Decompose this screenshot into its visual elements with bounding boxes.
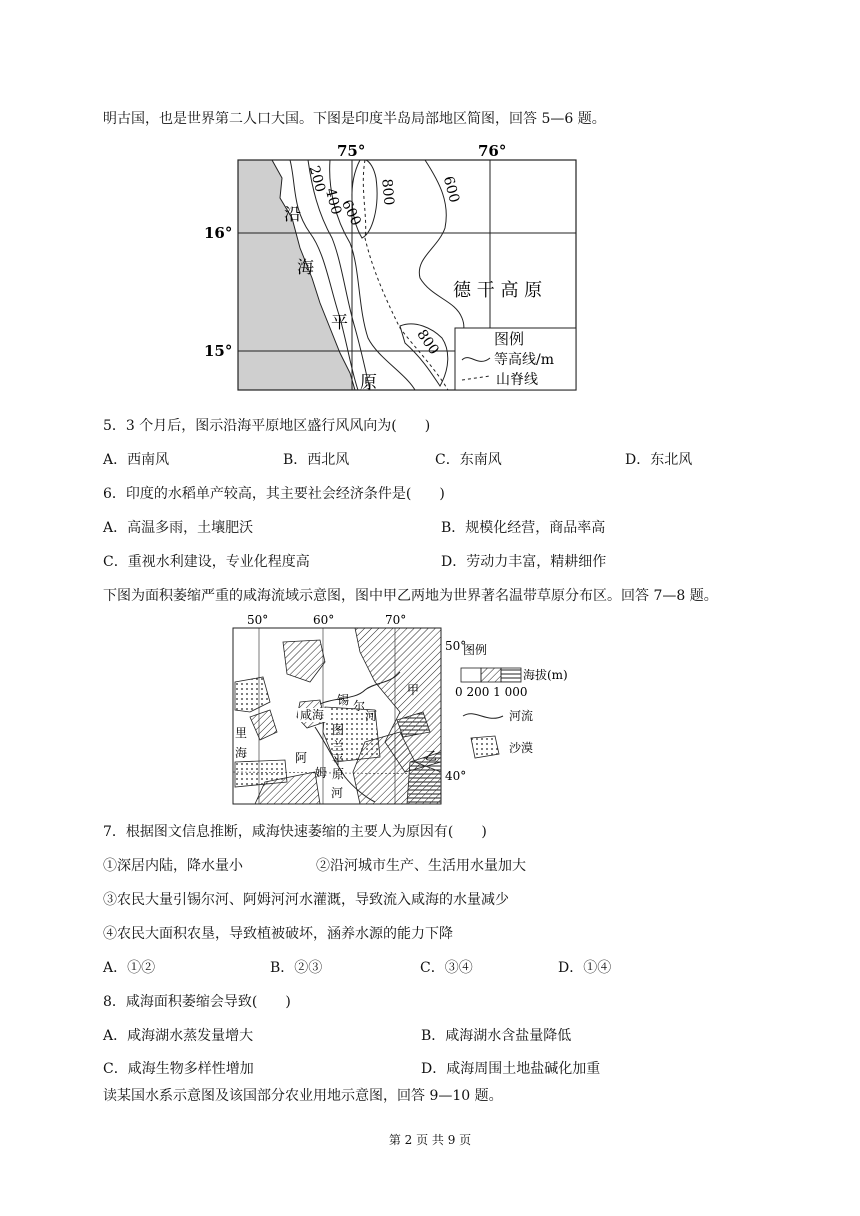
q8-option-b[interactable]: B．咸海湖水含盐量降低 (421, 1028, 572, 1044)
q7-option-d[interactable]: D．①④ (558, 960, 612, 976)
q7-statement-2: ②沿河城市生产、生活用水量加大 (316, 858, 526, 874)
plateau-label: 德 干 高 原 (453, 280, 543, 301)
contour-label-800: 800 (378, 178, 397, 207)
caspian-char-2: 海 (235, 746, 248, 760)
caspian-char-1: 里 (235, 726, 248, 740)
q5-stem: 5．3 个月后，图示沿海平原地区盛行风风向为( ) (103, 418, 431, 434)
legend-title: 图例 (494, 330, 525, 348)
q8-option-c[interactable]: C．咸海生物多样性增加 (103, 1061, 254, 1077)
intro2-text: 下图为面积萎缩严重的咸海流域示意图，图中甲乙两地为世界著名温带草原分布区。回答 7—8 题。 (103, 588, 718, 604)
lat-label-16: 16° (204, 224, 233, 242)
lat-label-50: 50° (445, 639, 467, 653)
q5-option-b[interactable]: B．西北风 (283, 452, 350, 468)
q7-stem: 7．根据图文信息推断，咸海快速萎缩的主要人为原因有( ) (103, 824, 487, 840)
q5-option-a[interactable]: A．西南风 (103, 452, 170, 468)
legend-ridge-label: 山脊线 (496, 372, 538, 388)
q7-statement-4: ④农民大面积农垦，导致植被破坏，涵养水源的能力下降 (103, 926, 453, 942)
turan-char-3: 平 (332, 753, 345, 767)
contour-label-600: 600 (338, 197, 364, 229)
plain-char-2: 海 (297, 258, 314, 278)
lat-label-40: 40° (445, 769, 467, 783)
q6-option-a[interactable]: A．高温多雨，土壤肥沃 (103, 520, 254, 536)
india-peninsula-map (200, 138, 590, 400)
q6-option-b[interactable]: B．规模化经营，商品率高 (441, 520, 606, 536)
lon-label-75: 75° (337, 142, 366, 160)
ridge-line (363, 160, 448, 390)
lon-label-50: 50° (247, 613, 269, 627)
q8-option-d[interactable]: D．咸海周围土地盐碱化加重 (421, 1061, 601, 1077)
aral-sea-map (225, 612, 568, 808)
legend-elev-low (461, 668, 481, 682)
desert-south (235, 760, 287, 787)
legend-elev-mid (481, 668, 501, 682)
q8-stem: 8．咸海面积萎缩会导致( ) (103, 994, 291, 1010)
plain-char-1: 沿 (284, 205, 301, 225)
lon-label-60: 60° (313, 613, 335, 627)
q8-option-a[interactable]: A．咸海湖水蒸发量增大 (103, 1028, 254, 1044)
plain-char-3: 平 (331, 313, 348, 333)
legend-elev-high (501, 668, 521, 682)
contour-label-600-east: 600 (439, 174, 463, 205)
legend-elev-label: 海拔(m) (523, 668, 568, 682)
plain-char-4: 原 (360, 373, 377, 393)
amu-char-2: 姆 (315, 766, 328, 780)
jia-label: 甲 (407, 683, 420, 697)
q6-stem: 6．印度的水稻单产较高，其主要社会经济条件是( ) (103, 486, 445, 502)
q5-option-d[interactable]: D．东北风 (625, 452, 693, 468)
amu-char-1: 阿 (295, 751, 308, 765)
intro-text: 明古国，也是世界第二人口大国。下图是印度半岛局部地区简图，回答 5—6 题。 (103, 111, 606, 127)
intro3-text: 读某国水系示意图及该国部分农业用地示意图，回答 9—10 题。 (103, 1088, 503, 1104)
q5-option-c[interactable]: C．东南风 (435, 452, 502, 468)
turan-char-2: 兰 (332, 739, 345, 753)
contour-label-800-south: 800 (413, 326, 442, 358)
aral-sea-label: 咸海 (300, 708, 325, 722)
syr-char-2: 尔 (353, 699, 366, 713)
lat-label-15: 15° (204, 342, 233, 360)
q7-option-c[interactable]: C．③④ (420, 960, 473, 976)
legend-contour-label: 等高线/m (494, 352, 554, 368)
contour-label-400: 400 (321, 186, 345, 217)
legend-elev-ticks: 0 200 1 000 (455, 685, 528, 699)
q7-statement-1: ①深居内陆，降水量小 (103, 858, 243, 874)
contour-label-200: 200 (305, 164, 329, 195)
lon-label-76: 76° (478, 142, 507, 160)
legend-desert-label: 沙漠 (509, 741, 534, 755)
q7-option-b[interactable]: B．②③ (270, 960, 323, 976)
legend-river-sample (463, 714, 503, 719)
legend-desert-sample (471, 736, 499, 758)
q6-option-c[interactable]: C．重视水利建设，专业化程度高 (103, 554, 310, 570)
turan-char-1: 图 (332, 723, 345, 737)
contour-800 (352, 160, 377, 238)
page-footer: 第 2 页 共 9 页 (388, 1133, 472, 1147)
legend-river-label: 河流 (509, 709, 534, 723)
q6-option-d[interactable]: D．劳动力丰富，精耕细作 (441, 554, 607, 570)
legend-title: 图例 (463, 643, 488, 657)
syr-char-1: 锡 (337, 693, 350, 707)
syr-char-3: 河 (365, 709, 378, 723)
q7-option-a[interactable]: A．①② (103, 960, 156, 976)
turan-char-4: 原 (332, 767, 345, 781)
amu-char-3: 河 (331, 786, 344, 800)
yi-label: 乙 (425, 749, 438, 763)
q7-statement-3: ③农民大量引锡尔河、阿姆河河水灌溉，导致流入咸海的水量减少 (103, 892, 509, 908)
lon-label-70: 70° (385, 613, 407, 627)
